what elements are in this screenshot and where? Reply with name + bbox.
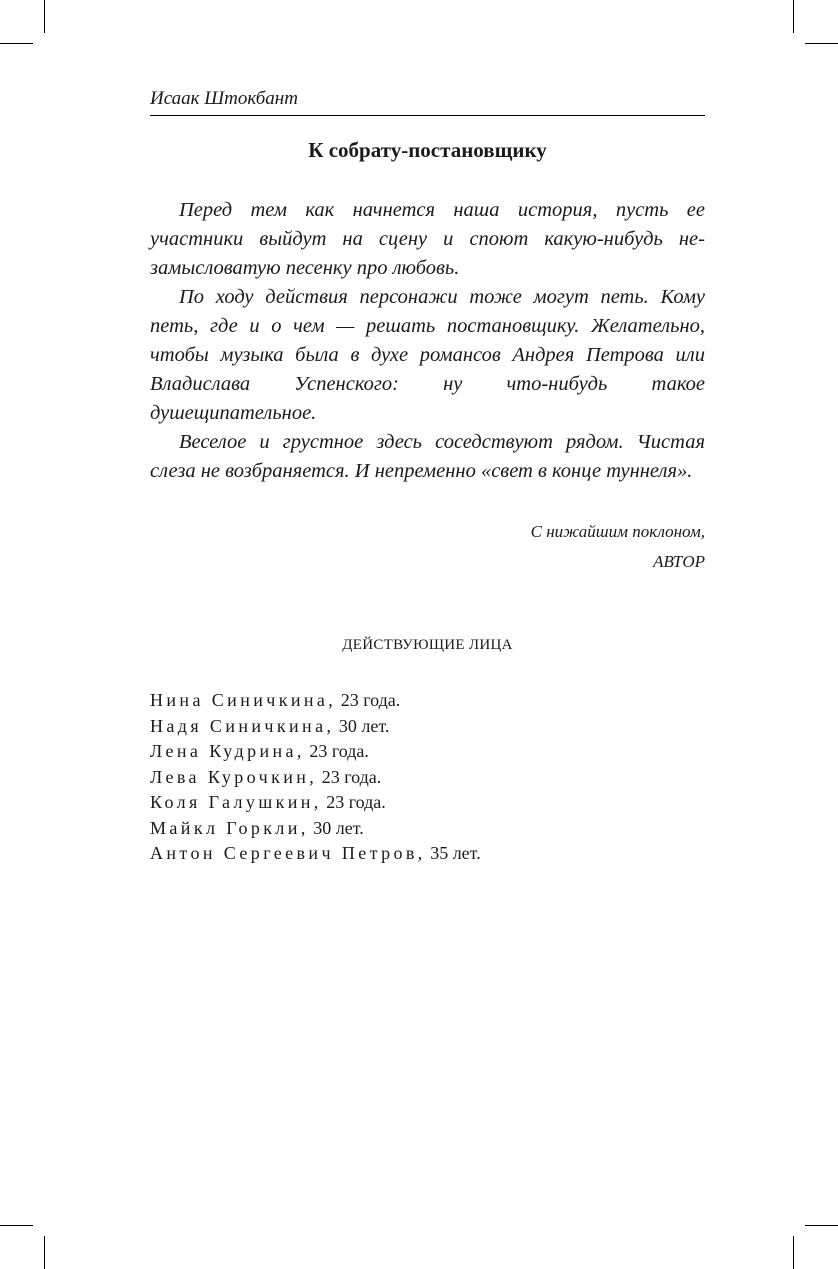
intro-paragraph: Перед тем как начнется наша история, пусть ее участники выйдут на сцену и споют какую-нибудь незамысловатую песенку про любовь.	[150, 199, 705, 279]
signoff-closing: С нижайшим поклоном,	[530, 522, 705, 541]
cast-name: Лева Курочкин,	[150, 766, 318, 787]
crop-mark	[0, 43, 33, 44]
crop-mark	[793, 0, 794, 33]
cast-age: 23 года.	[340, 690, 401, 710]
crop-mark	[44, 0, 45, 33]
intro-paragraph: По ходу действия персонажи тоже могут петь. Кому петь, где и о чем — решать постановщику. Желательно, чтобы музыка была в духе романсов Андрея Петрова или Владислава Успенского: ну что-нибудь такое душещипательное.	[150, 286, 705, 424]
crop-mark	[793, 1236, 794, 1269]
cast-name: Майкл Горкли,	[150, 817, 309, 838]
header-rule	[150, 115, 705, 116]
cast-name: Лена Кудрина,	[150, 741, 305, 761]
cast-age: 35 лет.	[430, 843, 481, 863]
cast-member	[150, 739, 705, 765]
cast-age: 23 года.	[321, 766, 382, 787]
cast-member	[150, 765, 705, 791]
cast-list	[150, 688, 705, 867]
cast-age: 30 лет.	[338, 715, 390, 736]
cast-name: Антон Сергеевич Петров,	[150, 843, 426, 863]
signoff	[150, 517, 705, 577]
crop-mark	[805, 43, 838, 44]
cast-member	[150, 714, 705, 740]
cast-member	[150, 688, 705, 714]
crop-mark	[44, 1236, 45, 1269]
cast-heading: ДЕЙСТВУЮЩИЕ ЛИЦА	[342, 637, 513, 653]
cast-member	[150, 790, 705, 816]
cast-age: 23 года.	[309, 741, 369, 761]
crop-mark	[805, 1225, 838, 1226]
cast-member	[150, 816, 705, 842]
page-title: К собрату-постановщику	[308, 138, 547, 162]
intro-paragraph: Веселое и грустное здесь соседствуют рядом. Чистая слеза не возбраняется. И непременно «свет в конце туннеля».	[150, 431, 705, 482]
cast-name: Нина Синичкина,	[150, 690, 337, 710]
cast-age: 30 лет.	[313, 817, 364, 838]
cast-name: Надя Синичкина,	[150, 715, 335, 736]
running-header: Исаак Штокбант	[150, 88, 298, 109]
intro-text	[150, 196, 705, 486]
crop-mark	[0, 1225, 33, 1226]
signoff-author: АВТОР	[653, 552, 705, 571]
cast-member	[150, 841, 705, 867]
cast-age: 23 года.	[326, 792, 386, 812]
cast-name: Коля Галушкин,	[150, 792, 322, 812]
